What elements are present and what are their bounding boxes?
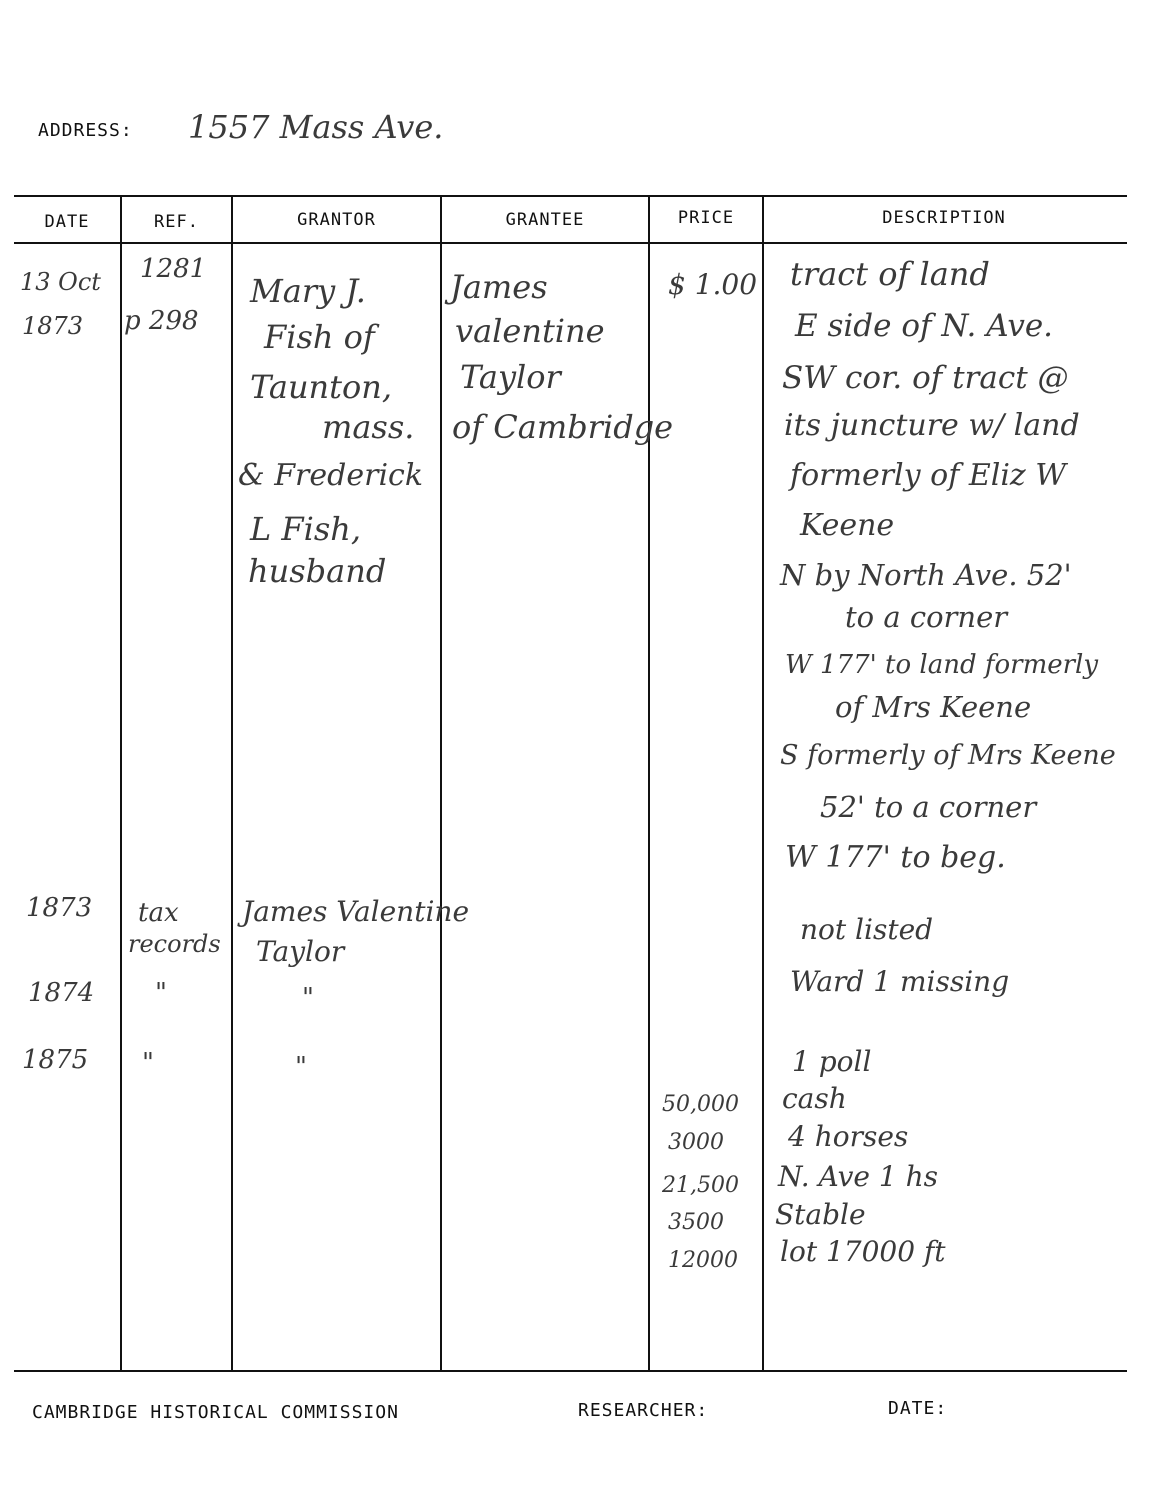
entry-description: SW cor. of tract @ <box>782 360 1069 396</box>
entry-grantor: " <box>295 1052 307 1082</box>
table-bottom-rule <box>14 1370 1127 1372</box>
entry-grantor: " <box>302 983 314 1013</box>
entry-description: to a corner <box>845 600 1008 634</box>
address-value: 1557 Mass Ave. <box>188 108 444 146</box>
table-top-rule <box>14 195 1127 197</box>
header-grantor: GRANTOR <box>297 210 376 230</box>
entry-price: 12000 <box>668 1248 738 1273</box>
entry-ref: p 298 <box>124 306 199 336</box>
entry-date: 1874 <box>28 978 95 1008</box>
entry-grantor: Mary J. <box>250 272 366 310</box>
address-label: ADDRESS: <box>38 120 133 141</box>
header-description: DESCRIPTION <box>882 208 1006 228</box>
entry-grantee: of Cambridge <box>452 408 674 446</box>
column-divider <box>762 197 764 1372</box>
entry-description: tract of land <box>790 255 990 293</box>
entry-ref: " <box>155 978 167 1008</box>
entry-grantee: James <box>450 268 548 306</box>
entry-description: of Mrs Keene <box>835 690 1032 724</box>
entry-description: Keene <box>800 508 895 543</box>
header-bottom-rule <box>14 242 1127 244</box>
header-ref: REF. <box>154 212 199 232</box>
entry-grantee: Taylor <box>460 358 561 396</box>
entry-description: cash <box>782 1082 847 1115</box>
entry-date: 1875 <box>22 1045 89 1075</box>
entry-date: 1873 <box>22 312 84 340</box>
entry-grantor: husband <box>248 552 387 590</box>
footer-researcher-label: RESEARCHER: <box>578 1400 709 1421</box>
entry-description: N by North Ave. 52' <box>780 558 1072 592</box>
entry-grantor: L Fish, <box>250 510 362 548</box>
entry-grantee: valentine <box>455 312 605 350</box>
entry-date: 1873 <box>26 893 93 923</box>
column-divider <box>440 197 442 1372</box>
entry-date: 13 Oct <box>20 268 101 296</box>
column-divider <box>231 197 233 1372</box>
entry-grantor: Taunton, <box>250 368 393 406</box>
entry-description: 1 poll <box>792 1045 872 1078</box>
column-divider <box>120 197 122 1372</box>
entry-price: 3500 <box>668 1210 724 1235</box>
entry-description: lot 17000 ft <box>780 1235 946 1268</box>
header-price: PRICE <box>677 208 735 228</box>
entry-description: W 177' to beg. <box>785 840 1006 875</box>
entry-ref: 1281 <box>140 254 207 284</box>
entry-ref: " <box>142 1048 154 1078</box>
entry-grantor: & Frederick <box>238 458 424 493</box>
entry-grantor: Fish of <box>264 318 375 356</box>
entry-description: E side of N. Ave. <box>795 308 1054 344</box>
footer-date-label: DATE: <box>888 1398 948 1419</box>
entry-description: 4 horses <box>788 1120 909 1153</box>
entry-grantor: James Valentine <box>242 895 470 928</box>
entry-ref: records <box>128 930 221 958</box>
entry-price: 21,500 <box>662 1173 739 1198</box>
footer-commission: CAMBRIDGE HISTORICAL COMMISSION <box>32 1402 399 1423</box>
entry-description: S formerly of Mrs Keene <box>780 740 1116 771</box>
entry-description: Stable <box>775 1198 866 1231</box>
header-grantee: GRANTEE <box>505 210 585 230</box>
entry-price: $ 1.00 <box>668 268 758 301</box>
entry-grantor: mass. <box>322 408 415 446</box>
entry-description: W 177' to land formerly <box>785 650 1099 680</box>
entry-ref: tax <box>138 898 179 928</box>
entry-description: its juncture w/ land <box>784 408 1080 443</box>
header-date: DATE <box>44 212 90 232</box>
column-divider <box>648 197 650 1372</box>
entry-description: 52' to a corner <box>820 790 1037 824</box>
entry-description: N. Ave 1 hs <box>778 1160 939 1193</box>
entry-price: 50,000 <box>662 1092 739 1117</box>
entry-price: 3000 <box>668 1130 724 1155</box>
entry-description: formerly of Eliz W <box>790 458 1067 493</box>
entry-description: not listed <box>800 913 934 946</box>
entry-grantor: Taylor <box>256 935 345 968</box>
entry-description: Ward 1 missing <box>790 965 1010 998</box>
